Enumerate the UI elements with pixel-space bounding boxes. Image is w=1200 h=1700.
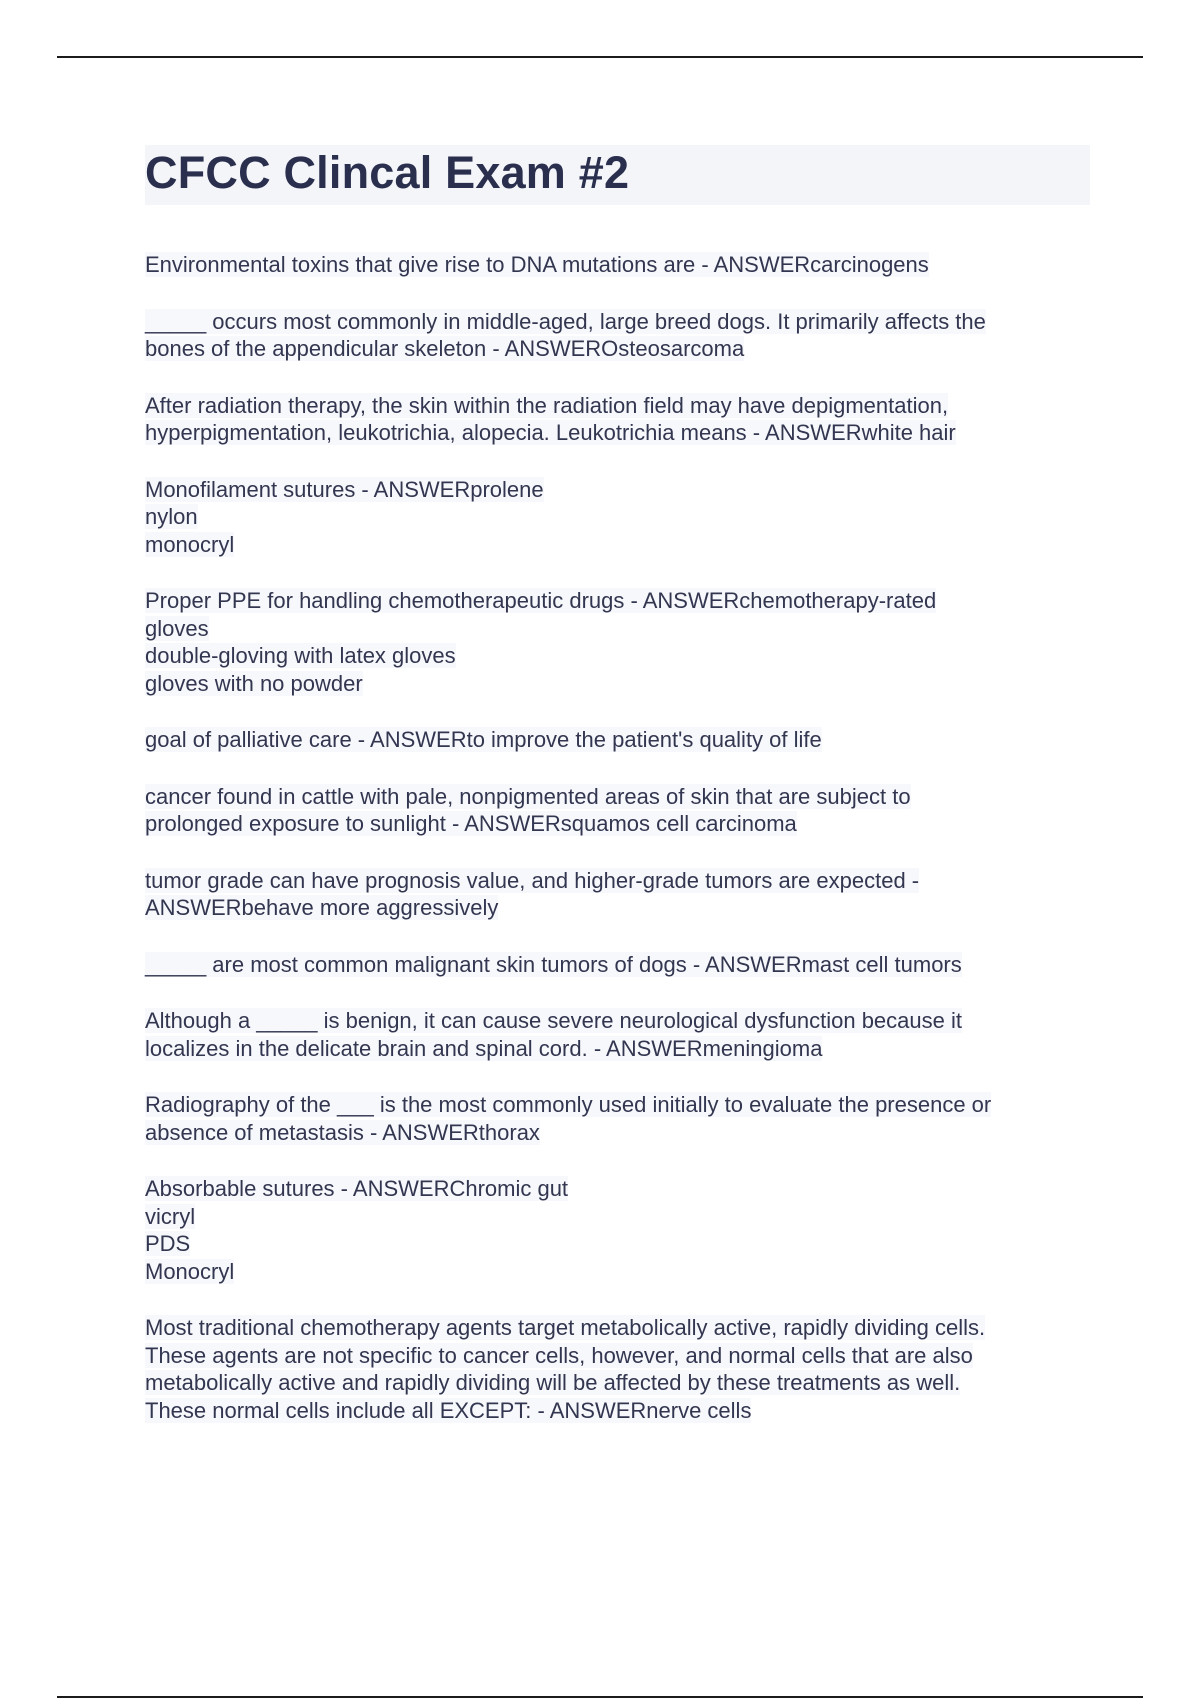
qa-line-wrap: [145, 670, 1090, 698]
qa-line-wrap: [145, 308, 1090, 336]
qa-entry: [145, 587, 1090, 697]
qa-entry: [145, 476, 1090, 559]
qa-line-wrap: [145, 1342, 1090, 1370]
qa-entry: [145, 1175, 1090, 1285]
qa-line-wrap: [145, 1258, 1090, 1286]
qa-entry: [145, 308, 1090, 363]
qa-line: _____ occurs most commonly in middle-aged, large breed dogs. It primarily affects the: [145, 308, 986, 334]
qa-line-wrap: [145, 951, 1090, 979]
qa-line: Monocryl: [145, 1258, 235, 1284]
qa-line-wrap: [145, 1007, 1090, 1035]
bottom-rule: [57, 1696, 1143, 1698]
qa-line: After radiation therapy, the skin within the radiation field may have depigmentation,: [145, 392, 949, 418]
title-block: [145, 145, 1090, 205]
qa-line: These agents are not specific to cancer cells, however, and normal cells that are also: [145, 1342, 973, 1368]
qa-line: nylon: [145, 504, 198, 529]
qa-line: bones of the appendicular skeleton - ANSWEROsteosarcoma: [145, 336, 745, 361]
qa-line-wrap: [145, 503, 1090, 531]
qa-line-wrap: [145, 476, 1090, 504]
qa-line-wrap: [145, 335, 1090, 363]
qa-line-wrap: [145, 726, 1090, 754]
qa-line-wrap: [145, 1397, 1090, 1425]
qa-line: absence of metastasis - ANSWERthorax: [145, 1119, 540, 1145]
qa-line: gloves with no powder: [145, 670, 363, 696]
qa-entry: [145, 251, 1090, 279]
qa-line-wrap: [145, 1203, 1090, 1231]
qa-line: ANSWERbehave more aggressively: [145, 895, 499, 920]
qa-line: gloves: [145, 615, 209, 641]
qa-line: goal of palliative care - ANSWERto improve the patient's quality of life: [145, 727, 822, 752]
qa-line-wrap: [145, 1091, 1090, 1119]
qa-line-wrap: [145, 615, 1090, 643]
qa-line: monocryl: [145, 531, 235, 557]
qa-line: _____ are most common malignant skin tumors of dogs - ANSWERmast cell tumors: [145, 951, 962, 977]
qa-entry: [145, 867, 1090, 922]
qa-line: tumor grade can have prognosis value, and higher-grade tumors are expected -: [145, 867, 920, 893]
qa-line: Monofilament sutures - ANSWERprolene: [145, 476, 544, 502]
qa-line: These normal cells include all EXCEPT: - ANSWERnerve cells: [145, 1397, 752, 1423]
qa-line: Environmental toxins that give rise to DNA mutations are - ANSWERcarcinogens: [145, 252, 929, 277]
qa-list: [145, 251, 1090, 1424]
qa-line-wrap: [145, 783, 1090, 811]
qa-line-wrap: [145, 587, 1090, 615]
qa-line: double-gloving with latex gloves: [145, 643, 456, 668]
qa-line: Radiography of the ___ is the most commonly used initially to evaluate the presence or: [145, 1092, 992, 1117]
qa-line-wrap: [145, 1035, 1090, 1063]
qa-line-wrap: [145, 810, 1090, 838]
qa-line: cancer found in cattle with pale, nonpigmented areas of skin that are subject to: [145, 783, 911, 809]
qa-line-wrap: [145, 419, 1090, 447]
qa-line-wrap: [145, 392, 1090, 420]
qa-line: Although a _____ is benign, it can cause severe neurological dysfunction because it: [145, 1008, 962, 1033]
qa-entry: [145, 783, 1090, 838]
qa-line: Proper PPE for handling chemotherapeutic drugs - ANSWERchemotherapy-rated: [145, 588, 937, 613]
qa-line-wrap: [145, 1175, 1090, 1203]
qa-line: Absorbable sutures - ANSWERChromic gut: [145, 1176, 569, 1201]
qa-line-wrap: [145, 894, 1090, 922]
qa-entry: [145, 1007, 1090, 1062]
top-rule: [57, 56, 1143, 58]
qa-line: metabolically active and rapidly dividing will be affected by these treatments as well.: [145, 1370, 961, 1395]
qa-line-wrap: [145, 251, 1090, 279]
qa-entry: [145, 951, 1090, 979]
qa-line-wrap: [145, 1230, 1090, 1258]
qa-line: vicryl: [145, 1203, 196, 1229]
document-body: [145, 145, 1090, 1453]
qa-line-wrap: [145, 867, 1090, 895]
qa-entry: [145, 1091, 1090, 1146]
qa-line-wrap: [145, 1369, 1090, 1397]
qa-line: hyperpigmentation, leukotrichia, alopecia. Leukotrichia means - ANSWERwhite hair: [145, 420, 956, 445]
qa-entry: [145, 726, 1090, 754]
qa-line-wrap: [145, 1119, 1090, 1147]
qa-line: PDS: [145, 1231, 191, 1256]
qa-line-wrap: [145, 642, 1090, 670]
qa-entry: [145, 392, 1090, 447]
qa-line: Most traditional chemotherapy agents target metabolically active, rapidly dividing cells.: [145, 1315, 986, 1340]
qa-line-wrap: [145, 1314, 1090, 1342]
page-title: CFCC Clincal Exam #2: [145, 147, 630, 198]
qa-line: localizes in the delicate brain and spinal cord. - ANSWERmeningioma: [145, 1035, 823, 1061]
qa-entry: [145, 1314, 1090, 1424]
qa-line: prolonged exposure to sunlight - ANSWERsquamos cell carcinoma: [145, 811, 797, 836]
qa-line-wrap: [145, 531, 1090, 559]
